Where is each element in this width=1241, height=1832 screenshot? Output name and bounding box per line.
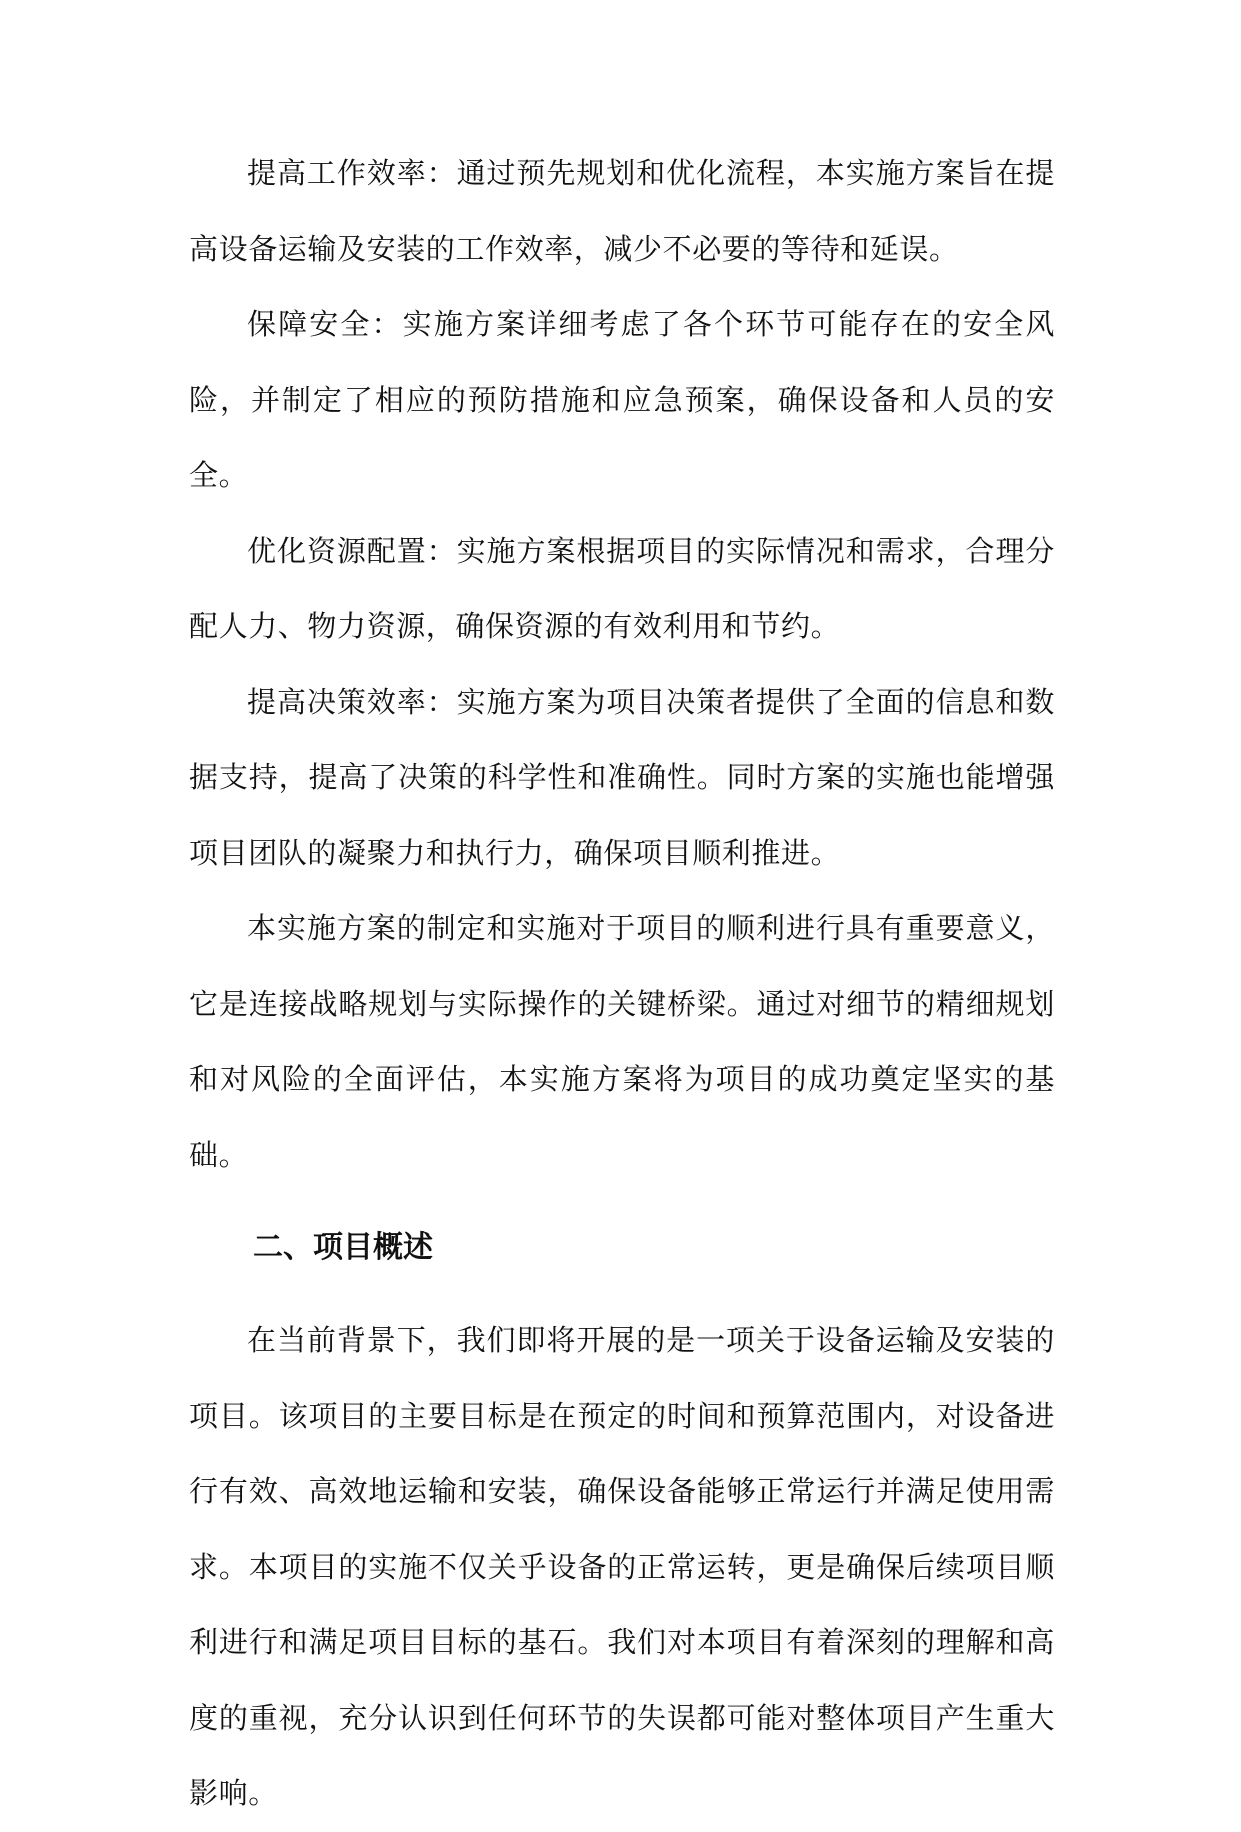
paragraph-work-efficiency: 提高工作效率：通过预先规划和优化流程，本实施方案旨在提高设备运输及安装的工作效率，减少不必要的等待和延误。 — [189, 156, 1055, 266]
paragraph-resource-allocation: 优化资源配置：实施方案根据项目的实际情况和需求，合理分配人力、物力资源，确保资源的有效利用和节约。 — [189, 533, 1055, 643]
paragraph-significance: 本实施方案的制定和实施对于项目的顺利进行具有重要意义，它是连接战略规划与实际操作的关键桥梁。通过对细节的精细规划和对风险的全面评估，本实施方案将为项目的成功奠定坚实的基础。 — [189, 911, 1055, 1172]
document-body — [189, 136, 1055, 1832]
paragraph-safety: 保障安全：实施方案详细考虑了各个环节可能存在的安全风险，并制定了相应的预防措施和应急预案，确保设备和人员的安全。 — [189, 307, 1055, 492]
paragraph-project-overview: 在当前背景下，我们即将开展的是一项关于设备运输及安装的项目。该项目的主要目标是在预定的时间和预算范围内，对设备进行有效、高效地运输和安装，确保设备能够正常运行并满足使用需求。本项目的实施不仅关乎设备的正常运转，更是确保后续项目顺利进行和满足项目目标的基石。我们对本项目有着深刻的理解和高度的重视，充分认识到任何环节的失误都可能对整体项目产生重大影响。 — [189, 1323, 1055, 1810]
paragraph-decision-efficiency: 提高决策效率：实施方案为项目决策者提供了全面的信息和数据支持，提高了决策的科学性和准确性。同时方案的实施也能增强项目团队的凝聚力和执行力，确保项目顺利推进。 — [189, 684, 1055, 870]
section-heading: 二、项目概述 — [253, 1230, 433, 1265]
